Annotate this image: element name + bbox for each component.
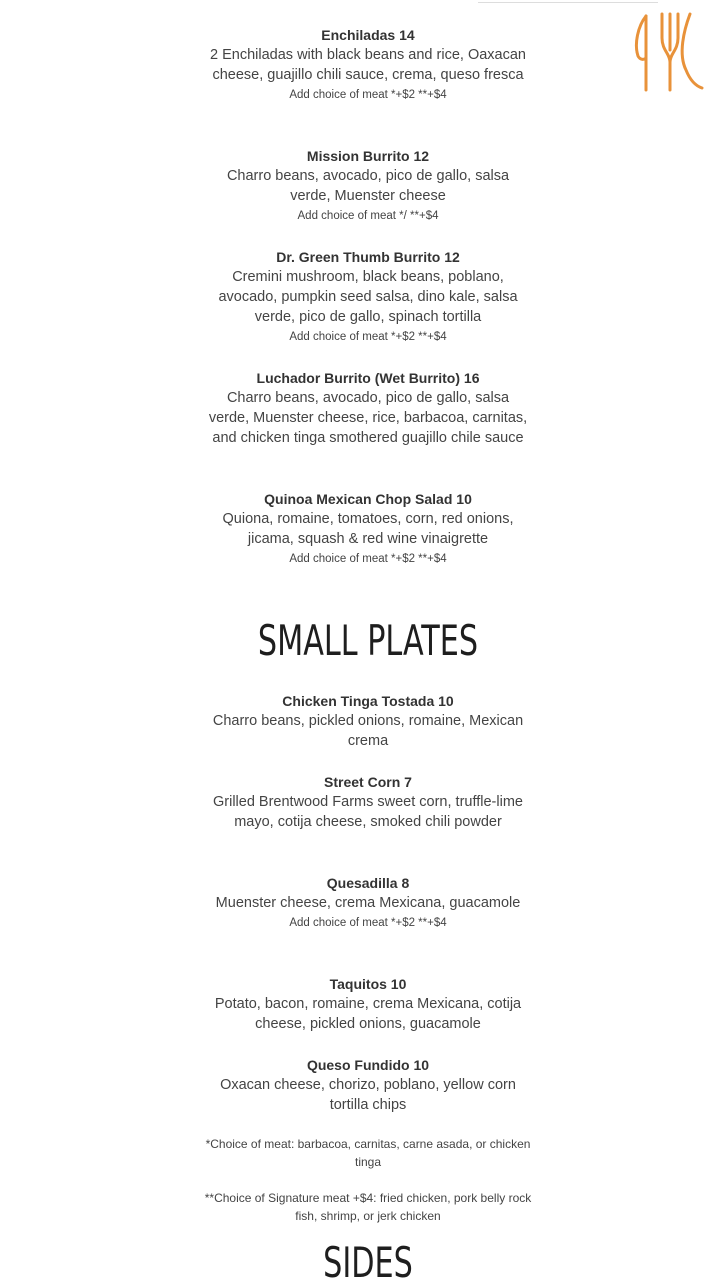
menu-item-green-thumb-burrito [208,247,528,346]
item-addon: Add choice of meat *+$2 **+$4 [289,331,447,343]
item-description: Charro beans, avocado, pico de gallo, salsa verde, Muenster cheese [226,168,510,204]
item-description: Cremini mushroom, black beans, poblano, avocado, pumpkin seed salsa, dino kale, salsa verde, pico de gallo, spinach tortilla [218,269,518,325]
item-name: Queso Fundido 10 [306,1057,430,1073]
section-title-sides: SIDES [323,1238,413,1287]
item-description: Charro beans, pickled onions, romaine, Mexican crema [212,713,524,749]
item-description: Potato, bacon, romaine, crema Mexicana, cotija cheese, pickled onions, guacamole [214,996,522,1032]
item-addon: Add choice of meat */ **+$4 [297,210,439,222]
menu-item-quinoa-salad [208,489,528,568]
item-description: Quiona, romaine, tomatoes, corn, red onions, jicama, squash & red wine vinaigrette [222,511,514,547]
fork-knife-icon [632,10,704,94]
menu-item-mission-burrito [208,146,528,225]
divider [478,0,658,3]
item-name: Enchiladas 14 [321,27,415,43]
item-addon: Add choice of meat *+$2 **+$4 [289,553,447,565]
item-name: Chicken Tinga Tostada 10 [282,693,454,709]
item-addon: Add choice of meat *+$2 **+$4 [289,89,447,101]
item-addon: Add choice of meat *+$2 **+$4 [289,917,447,929]
menu-item-taquitos [208,974,528,1034]
footnote-meat-choice: *Choice of meat: barbacoa, carnitas, carne asada, or chicken tinga [205,1137,531,1169]
menu-item-luchador-burrito [208,368,528,448]
item-description: Charro beans, avocado, pico de gallo, salsa verde, Muenster cheese, rice, barbacoa, carnitas, and chicken tinga smothered guajillo chile sauce [208,390,528,446]
menu-item-queso-fundido [208,1055,528,1115]
menu-item-quesadilla [208,873,528,932]
item-name: Street Corn 7 [324,774,412,790]
item-description: Grilled Brentwood Farms sweet corn, truffle-lime mayo, cotija cheese, smoked chili powder [213,794,523,830]
menu-item-tinga-tostada [208,691,528,751]
item-name: Quinoa Mexican Chop Salad 10 [264,491,472,507]
menu-item-enchiladas [208,25,528,104]
item-description: 2 Enchiladas with black beans and rice, Oaxacan cheese, guajillo chili sauce, crema, queso fresca [210,47,526,83]
item-name: Luchador Burrito (Wet Burrito) 16 [256,370,480,386]
item-description: Oxacan cheese, chorizo, poblano, yellow corn tortilla chips [220,1077,516,1113]
footnote-signature-meat: **Choice of Signature meat +$4: fried chicken, pork belly rock fish, shrimp, or jerk chicken [204,1191,532,1223]
item-name: Dr. Green Thumb Burrito 12 [276,249,460,265]
item-name: Quesadilla 8 [326,875,410,891]
item-description: Muenster cheese, crema Mexicana, guacamole [215,895,521,911]
item-name: Mission Burrito 12 [306,148,430,164]
section-title-small-plates: SMALL PLATES [257,616,479,665]
item-name: Taquitos 10 [329,976,407,992]
menu-item-street-corn [208,772,528,832]
